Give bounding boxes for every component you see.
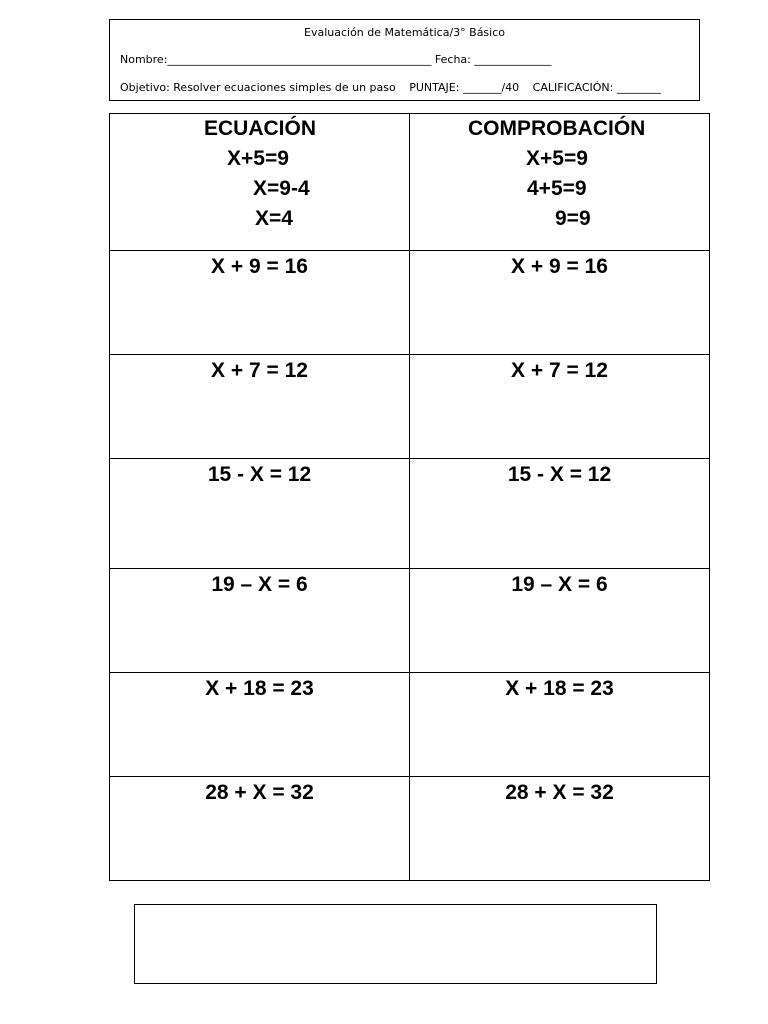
- ecuacion-text: 19 – X = 6: [211, 573, 308, 596]
- page-title: Evaluación de Matemática/3° Básico: [304, 26, 505, 39]
- equations-table: [109, 113, 710, 881]
- table-row: [110, 569, 710, 673]
- ecuacion-cell[interactable]: [110, 673, 410, 777]
- header-name-date-line: [120, 53, 551, 66]
- comprobacion-text: X + 18 = 23: [505, 677, 614, 700]
- example-comprobacion-line-1: X+5=9: [526, 147, 588, 170]
- fecha-field[interactable]: ______________: [474, 53, 552, 66]
- table-row: [110, 251, 710, 355]
- table-row: [110, 673, 710, 777]
- example-ecuacion-line-2: X=9-4: [253, 177, 310, 200]
- col1-header: ECUACIÓN: [204, 117, 317, 140]
- puntaje-field[interactable]: _______/40: [462, 81, 520, 94]
- ecuacion-cell[interactable]: [110, 777, 410, 881]
- example-comprobacion-line-2: 4+5=9: [527, 177, 587, 200]
- ecuacion-cell[interactable]: [110, 355, 410, 459]
- table-row: [110, 459, 710, 569]
- comprobacion-text: 28 + X = 32: [505, 781, 614, 804]
- ecuacion-text: 28 + X = 32: [205, 781, 314, 804]
- example-row: [110, 114, 710, 251]
- table-row: [110, 777, 710, 881]
- comprobacion-cell[interactable]: [410, 673, 710, 777]
- example-comprobacion-line-3: 9=9: [555, 207, 591, 230]
- header-objective-line: [120, 81, 661, 94]
- example-ecuacion-line-3: X=4: [255, 207, 293, 230]
- ecuacion-cell[interactable]: [110, 251, 410, 355]
- nombre-field[interactable]: ________________________________________________: [167, 53, 432, 66]
- comprobacion-text: 19 – X = 6: [511, 573, 608, 596]
- objetivo-text: Objetivo: Resolver ecuaciones simples de un paso: [120, 81, 396, 94]
- ecuacion-text: X + 9 = 16: [211, 255, 308, 278]
- ecuacion-text: 15 - X = 12: [207, 463, 312, 486]
- calificacion-field[interactable]: ________: [616, 81, 661, 94]
- comprobacion-text: 15 - X = 12: [507, 463, 612, 486]
- example-ecuacion-cell: [110, 114, 410, 251]
- nombre-label: Nombre:: [120, 53, 168, 66]
- puntaje-label: PUNTAJE:: [409, 81, 460, 94]
- comprobacion-cell[interactable]: [410, 569, 710, 673]
- header-box: [109, 19, 700, 101]
- comprobacion-cell[interactable]: [410, 459, 710, 569]
- calificacion-label: CALIFICACIÓN:: [532, 81, 614, 94]
- comprobacion-text: X + 7 = 12: [511, 359, 608, 382]
- table-row: [110, 355, 710, 459]
- fecha-label: Fecha:: [434, 53, 471, 66]
- comprobacion-cell[interactable]: [410, 355, 710, 459]
- ecuacion-cell[interactable]: [110, 569, 410, 673]
- ecuacion-text: X + 18 = 23: [205, 677, 314, 700]
- answer-box[interactable]: [134, 904, 657, 984]
- ecuacion-cell[interactable]: [110, 459, 410, 569]
- example-comprobacion-cell: [410, 114, 710, 251]
- comprobacion-cell[interactable]: [410, 777, 710, 881]
- comprobacion-cell[interactable]: [410, 251, 710, 355]
- col2-header: COMPROBACIÓN: [468, 117, 646, 140]
- comprobacion-text: X + 9 = 16: [511, 255, 608, 278]
- example-ecuacion-line-1: X+5=9: [227, 147, 289, 170]
- ecuacion-text: X + 7 = 12: [211, 359, 308, 382]
